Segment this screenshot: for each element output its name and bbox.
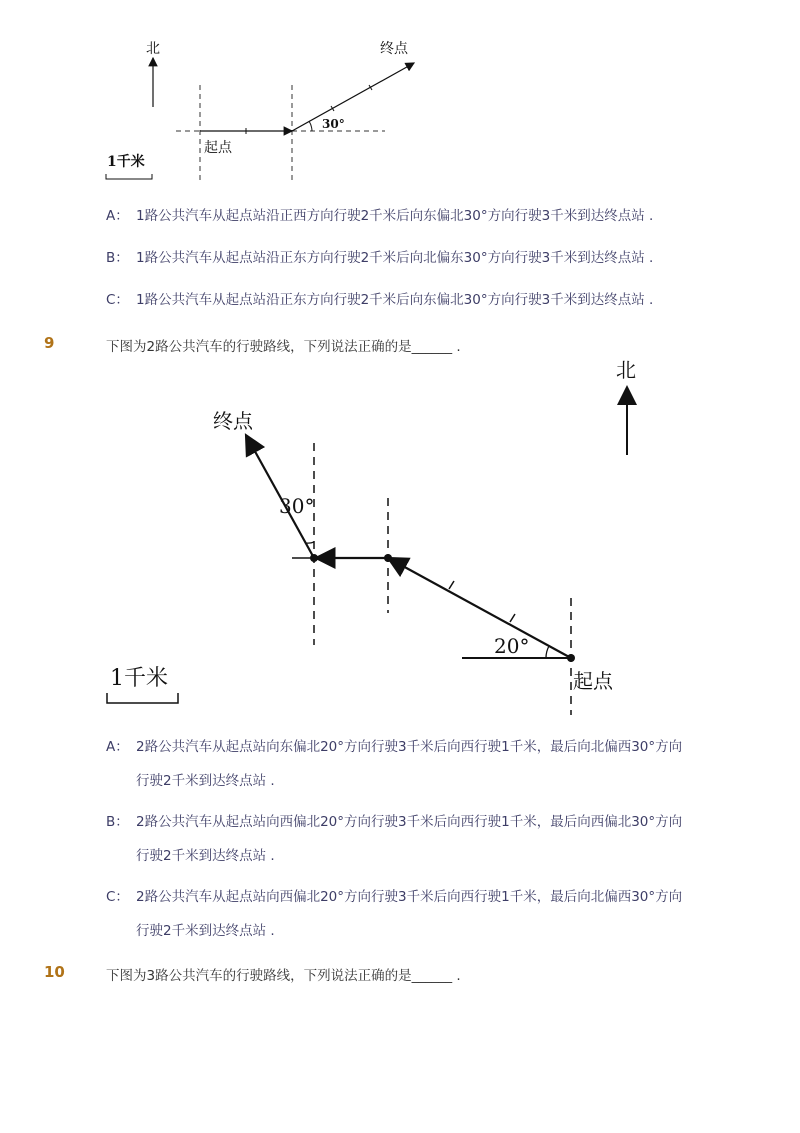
option-label: C： xyxy=(106,292,129,308)
option-text-line2: 行驶2千米到达终点站 . xyxy=(136,848,275,864)
angle-label-bottom: 20° xyxy=(494,634,530,658)
option-label: B： xyxy=(106,250,129,266)
start-label-1: 起点 xyxy=(204,140,232,156)
option-text: 1路公共汽车从起点站沿正西方向行驶2千米后向东偏北30°方向行驶3千米到达终点站 . xyxy=(136,208,654,224)
option-label: A： xyxy=(106,739,129,755)
question-number-9: 9 xyxy=(44,334,55,352)
q8-option-b[interactable] xyxy=(106,241,653,275)
route-1-svg xyxy=(0,0,800,190)
end-label-2: 终点 xyxy=(213,409,253,433)
option-text-line2: 行驶2千米到达终点站 . xyxy=(136,923,275,939)
option-text-line1: 2路公共汽车从起点站向西偏北20°方向行驶3千米后向西行驶1千米，最后向西偏北30°方向 xyxy=(136,814,683,830)
question-text-9: 下图为2路公共汽车的行驶路线，下列说法正确的是______ . xyxy=(106,339,461,355)
option-label: C： xyxy=(106,889,129,905)
end-label-1: 终点 xyxy=(380,41,408,57)
route-2-svg xyxy=(0,355,800,720)
route-1-diagram xyxy=(0,0,800,194)
option-label: A： xyxy=(106,208,129,224)
north-label-2: 北 xyxy=(616,358,636,382)
q8-option-a[interactable] xyxy=(106,199,653,233)
option-text-line2: 行驶2千米到达终点站 . xyxy=(136,773,275,789)
route-2-nw-segment xyxy=(390,559,571,658)
scale-label-1: 1千米 xyxy=(107,154,145,170)
option-text-line1: 2路公共汽车从起点站向西偏北20°方向行驶3千米后向西行驶1千米，最后向北偏西30°方向 xyxy=(136,889,683,905)
angle-label-top: 30° xyxy=(279,494,315,518)
question-number-10: 10 xyxy=(44,963,65,981)
north-label-1: 北 xyxy=(146,41,160,57)
option-text-line1: 2路公共汽车从起点站向东偏北20°方向行驶3千米后向西行驶1千米，最后向北偏西30°方向 xyxy=(136,739,683,755)
route-2-diagram xyxy=(0,355,800,724)
option-text: 1路公共汽车从起点站沿正东方向行驶2千米后向北偏东30°方向行驶3千米到达终点站 . xyxy=(136,250,654,266)
angle-label-1: 30° xyxy=(322,117,345,131)
q9-option-b[interactable] xyxy=(106,805,682,873)
scale-label-2: 1千米 xyxy=(110,666,168,691)
option-text: 1路公共汽车从起点站沿正东方向行驶2千米后向东偏北30°方向行驶3千米到达终点站 . xyxy=(136,292,654,308)
q9-option-c[interactable] xyxy=(106,880,682,948)
question-text-10: 下图为3路公共汽车的行驶路线，下列说法正确的是______ . xyxy=(106,968,461,984)
start-label-2: 起点 xyxy=(573,669,613,693)
q9-option-a[interactable] xyxy=(106,730,682,798)
option-label: B： xyxy=(106,814,129,830)
q8-option-c[interactable] xyxy=(106,283,653,317)
route-1-ne-segment xyxy=(292,63,414,131)
